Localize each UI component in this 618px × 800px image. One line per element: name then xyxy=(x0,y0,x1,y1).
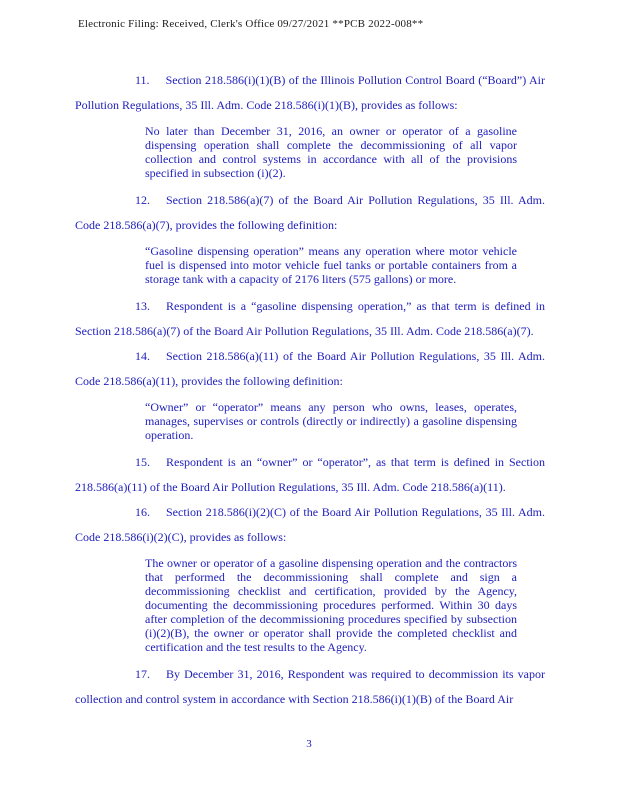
paragraph-text: Respondent is a “gasoline dispensing operation,” as that term is defined in Section 218.586(a)(7) of the Board Air Pollution Regulations, 35 Ill. Adm. Code 218.586(a)(7). xyxy=(75,299,545,338)
paragraph-number: 17. xyxy=(135,667,150,681)
paragraph-14 xyxy=(75,344,545,394)
paragraph-text: Section 218.586(i)(2)(C) of the Board Air Pollution Regulations, 35 Ill. Adm. Code 218.586(i)(2)(C), provides as follows: xyxy=(75,505,545,544)
paragraph-13 xyxy=(75,294,545,344)
paragraph-16 xyxy=(75,500,545,550)
paragraph-text: By December 31, 2016, Respondent was required to decommission its vapor collection and control system in accordance with Section 218.586(i)(1)(B) of the Board Air xyxy=(75,667,545,706)
block-quote-decommissioning-checklist: The owner or operator of a gasoline dispensing operation and the contractors that performed the decommissioning shall complete and sign a decommissioning checklist and certification, provided by the Agency, documenting the decommissioning procedures performed. Within 30 days after completion of the decommissioning procedures specified by subsection (i)(2)(B), the owner or operator shall provide the completed checklist and certification and the test results to the Agency. xyxy=(145,556,517,654)
electronic-filing-stamp: Electronic Filing: Received, Clerk's Office 09/27/2021 **PCB 2022-008** xyxy=(78,18,424,30)
paragraph-11 xyxy=(75,68,545,118)
page-number: 3 xyxy=(306,738,312,750)
block-quote-regulation-i1B: No later than December 31, 2016, an owner or operator of a gasoline dispensing operation shall complete the decommissioning of all vapor collection and control systems in accordance with all of the provisions specified in subsection (i)(2). xyxy=(145,124,517,180)
paragraph-text: Section 218.586(a)(11) of the Board Air Pollution Regulations, 35 Ill. Adm. Code 218.586(a)(11), provides the following definition: xyxy=(75,349,545,388)
paragraph-number: 13. xyxy=(135,299,150,313)
block-quote-owner-operator-definition: “Owner” or “operator” means any person who owns, leases, operates, manages, supervises or controls (directly or indirectly) a gasoline dispensing operation. xyxy=(145,400,517,442)
paragraph-number: 11. xyxy=(135,73,150,87)
paragraph-text: Section 218.586(i)(1)(B) of the Illinois Pollution Control Board (“Board”) Air Pollution Regulations, 35 Ill. Adm. Code 218.586(i)(1)(B), provides as follows: xyxy=(75,73,545,112)
document-body xyxy=(75,68,545,712)
paragraph-text: Respondent is an “owner” or “operator”, as that term is defined in Section 218.586(a)(11) of the Board Air Pollution Regulations, 35 Ill. Adm. Code 218.586(a)(11). xyxy=(75,455,545,494)
paragraph-number: 16. xyxy=(135,505,150,519)
paragraph-number: 14. xyxy=(135,349,150,363)
paragraph-number: 12. xyxy=(135,193,150,207)
paragraph-text: Section 218.586(a)(7) of the Board Air Pollution Regulations, 35 Ill. Adm. Code 218.586(a)(7), provides the following definition: xyxy=(75,193,545,232)
paragraph-17 xyxy=(75,662,545,712)
paragraph-12 xyxy=(75,188,545,238)
paragraph-15 xyxy=(75,450,545,500)
block-quote-gasoline-dispensing-definition: “Gasoline dispensing operation” means any operation where motor vehicle fuel is dispensed into motor vehicle fuel tanks or portable containers from a storage tank with a capacity of 2176 liters (575 gallons) or more. xyxy=(145,244,517,286)
paragraph-number: 15. xyxy=(135,455,150,469)
